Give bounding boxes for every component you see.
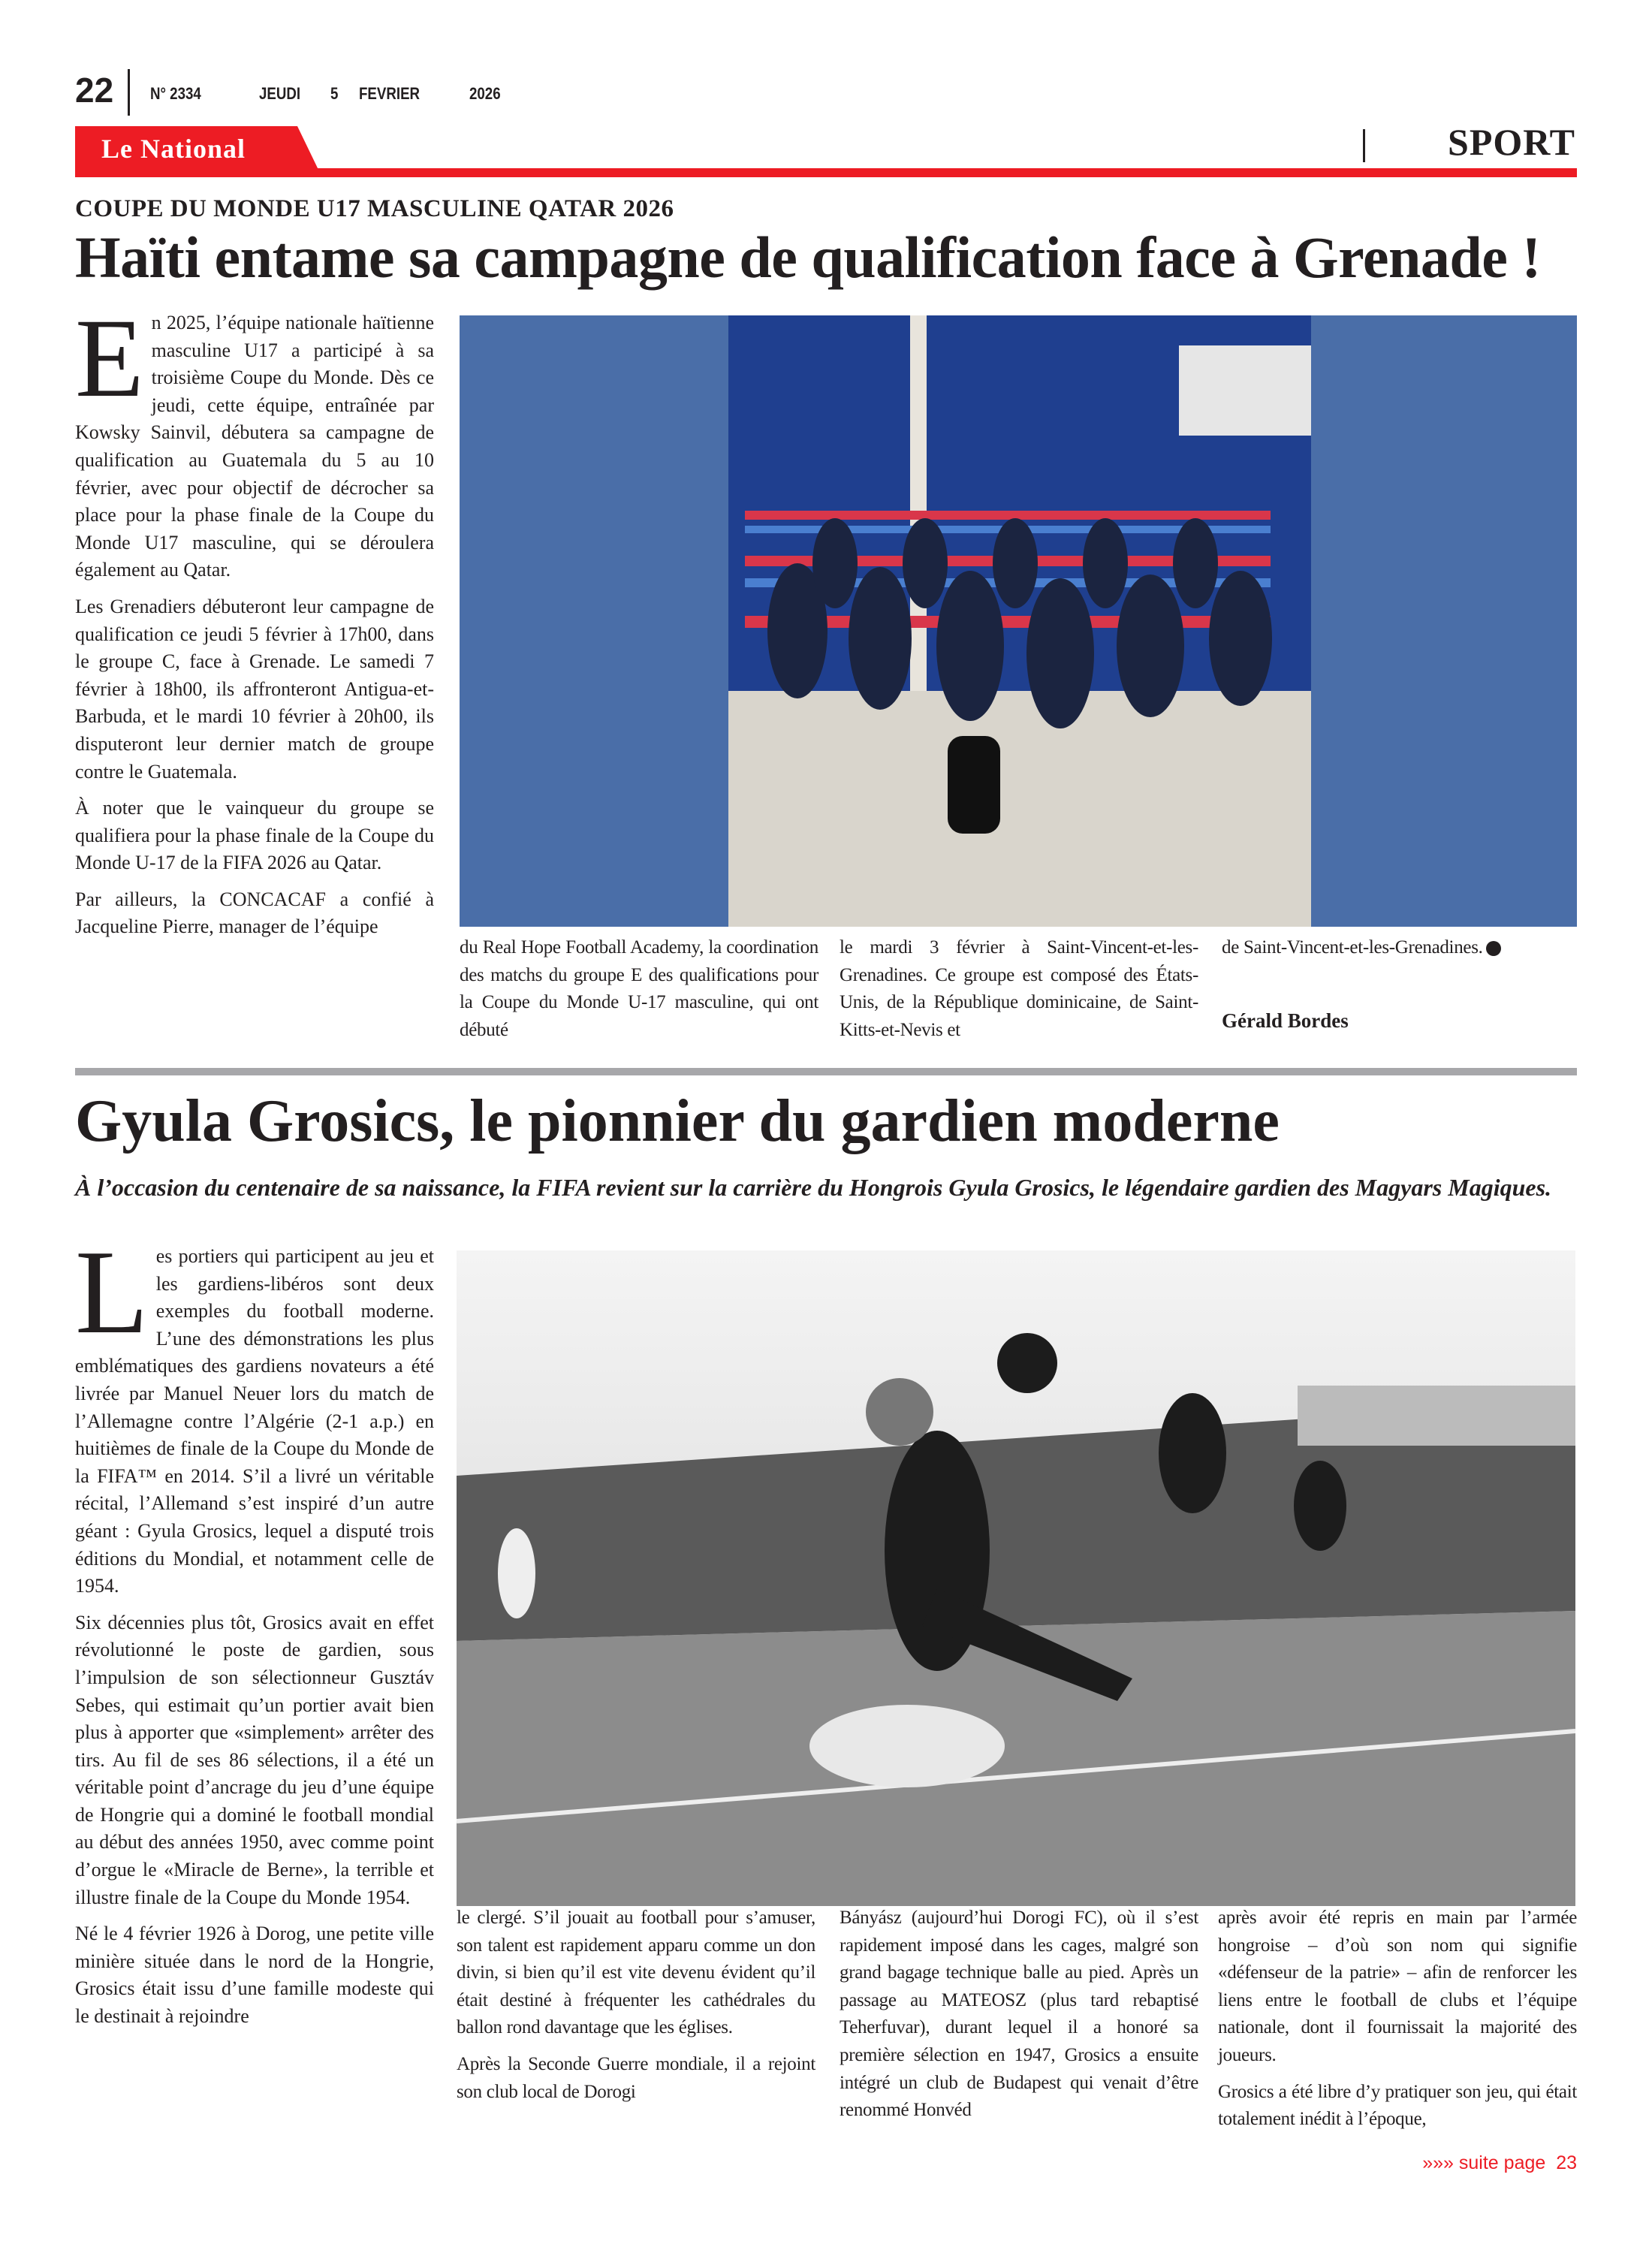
continued-page: 23 [1556, 2152, 1577, 2173]
article1-column-2: du Real Hope Football Academy, la coordination des matchs du groupe E des qualifications pour la Coupe du Monde U-17 masculine, qui ont débuté [460, 937, 818, 1040]
header-rule [75, 168, 1577, 177]
paragraph: Bányász (aujourd’hui Dorogi FC), où il s’est rapidement imposé dans les cages, malgré son grand bagage technique balle au pied. Après un passage au MATEOSZ (plus tard rebaptisé Teherfuvar), durant lequel il a honoré sa première sélection en 1947, Grosics a ensuite intégré un club de Budapest qui venait d’être renommé Honvéd [840, 1908, 1198, 2121]
paragraph: Après la Seconde Guerre mondiale, il a rejoint son club local de Dorogi [457, 2053, 815, 2102]
issue-number: N° 2334 [150, 84, 201, 103]
paragraph: Six décennies plus tôt, Grosics avait en effet révolutionné le poste de gardien, sous l’impulsion de son sélectionneur Gusztáv Sebes, qui estimait qu’un portier avait bien plus à apporter que «simplement» arrêter des tirs. Au fil de ses 86 sélections, il a été un véritable point d’ancrage du jeu d’une équipe de Hongrie qui a dominé le football mondial au début des années 1950, avec comme point d’orgue le «Miracle de Berne», la terrible et illustre finale de la Coupe du Monde 1954. [75, 1611, 434, 1908]
section-label: SPORT [1448, 121, 1575, 163]
article2-title: Gyula Grosics, le pionnier du gardien moderne [75, 1088, 1280, 1154]
article1-author: Gérald Bordes [1222, 1009, 1349, 1032]
dropcap: L [75, 1225, 149, 1359]
team-photo [460, 315, 1577, 927]
section-divider [1363, 129, 1365, 162]
article1-column-1 [75, 296, 434, 950]
paragraph: Grosics a été libre d’y pratiquer son jeu, qui était totalement inédit à l’époque, [1218, 2081, 1577, 2130]
paragraph: Les Grenadiers débuteront leur campagne de qualification ce jeudi 5 février à 17h00, dans le groupe C, face à Grenade. Le samedi 7 février à 18h00, ils affronteront Antigua-et-Barbuda, et le mardi 10 février à 20h00, ils disputeront leur dernier match de groupe contre le Guatemala. [75, 595, 434, 783]
issue-year: 2026 [469, 84, 501, 103]
article2-column-3 [840, 1905, 1198, 2125]
folio-divider [128, 69, 130, 116]
grosics-photo [457, 1250, 1575, 1906]
paragraph: es portiers qui participent au jeu et les gardiens-libéros sont deux exemples du football moderne. L’une des démonstrations les plus emblématiques des gardiens novateurs a été livrée par Manuel Neuer lors du match de l’Allemagne contre l’Algérie (2-1 a.p.) en huitièmes de finale de la Coupe du Monde de la FIFA™ en 2014. S’il a livré un véritable récital, l’Allemand s’est inspiré d’un autre géant : Gyula Grosics, lequel a disputé trois éditions du Mondial, et notamment celle de 1954. [75, 1245, 434, 1597]
paragraph: Par ailleurs, la CONCACAF a confié à Jacqueline Pierre, manager de l’équipe [75, 888, 434, 938]
issue-day: JEUDI [259, 84, 301, 103]
page-number: 22 [75, 71, 114, 110]
article1-column-3: le mardi 3 février à Saint-Vincent-et-les-Grenadines. Ce groupe est composé des États-Unis, de la République dominicaine, de Saint-Kitts-et-Nevis et [840, 937, 1198, 1040]
issue-month: FEVRIER [359, 84, 421, 103]
paragraph: après avoir été repris en main par l’armée hongroise – d’où son nom qui signifie «défenseur de la patrie» – afin de renforcer les liens entre le football de clubs et l’équipe nationale, dont il fournissait la majorité des joueurs. [1218, 1908, 1577, 2065]
article2-column-1 [75, 1225, 434, 2040]
article2-column-4 [1218, 1905, 1577, 2134]
article-separator [75, 1068, 1577, 1075]
paragraph: À noter que le vainqueur du groupe se qualifiera pour la phase finale de la Coupe du Monde U-17 de la FIFA 2026 au Qatar. [75, 797, 434, 874]
article1-kicker: COUPE DU MONDE U17 MASCULINE QATAR 2026 [75, 195, 674, 222]
end-mark-icon [1486, 941, 1501, 956]
paragraph: de Saint-Vincent-et-les-Grenadines. [1222, 937, 1483, 958]
article2-deck: À l’occasion du centenaire de sa naissance, la FIFA revient sur la carrière du Hongrois Gyula Grosics, le légendaire gardien des Magyars Magiques. [75, 1174, 1552, 1201]
paragraph: Né le 4 février 1926 à Dorog, une petite ville minière située dans le nord de la Hongrie, Grosics était issu d’une famille modeste qui le destinait à rejoindre [75, 1923, 434, 2028]
dropcap: E [75, 296, 144, 421]
brand-logo: Le National [101, 134, 246, 164]
article1-column-4 [1222, 934, 1581, 962]
paragraph: le clergé. S’il jouait au football pour s’amuser, son talent est rapidement apparu comme un don divin, si bien qu’il est vite devenu évident qu’il était destiné à fréquenter les cathédrales du ballon rond davantage que les églises. [457, 1908, 815, 2038]
article2-column-2 [457, 1905, 815, 2106]
issue-date-num: 5 [330, 84, 339, 103]
continued-label: »»» suite page [1422, 2152, 1546, 2173]
continued-link[interactable] [1422, 2152, 1577, 2174]
article1-title: Haïti entame sa campagne de qualification face à Grenade ! [75, 225, 1541, 290]
paragraph: n 2025, l’équipe nationale haïtienne masculine U17 a participé à sa troisième Coupe du Monde. Dès ce jeudi, cette équipe, entraînée par Kowsky Sainvil, débutera sa campagne de qualification au Guatemala du 5 au 10 février, avec pour objectif de décrocher sa place pour la phase finale de la Coupe du Monde U17 masculine, qui se déroulera également au Qatar. [75, 312, 434, 581]
